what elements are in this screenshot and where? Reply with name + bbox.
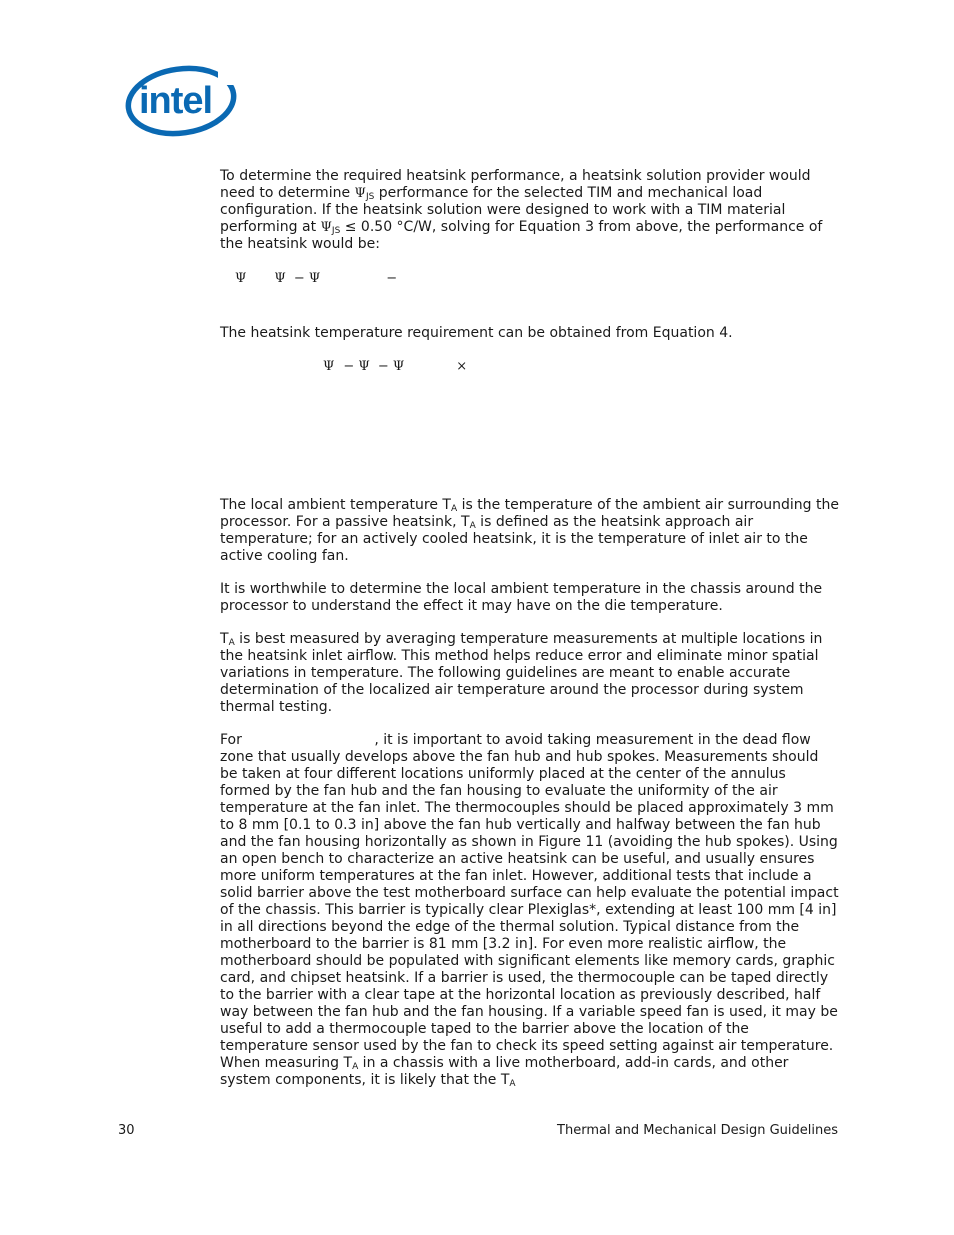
subscript: A: [228, 638, 235, 648]
subscript: A: [450, 504, 458, 514]
page-number: 30: [118, 1123, 135, 1138]
equation-symbol: Ψ: [323, 359, 335, 374]
psi-symbol: Ψ: [320, 220, 332, 235]
text-run: , it is important to avoid taking measurement in the dead flow zone that usually develops above the fan hub and hub spokes. Measurements should be taken at four different locations uniformly placed at the center of the annulus formed by the fan hub and the fan housing to evaluate the uniformity of the air temperature at the fan inlet. The thermocouples should be placed approximately 3 mm to 8 mm [0.1 to 0.3 in] above the fan hub vertically and halfway between the fan hub and the fan housing horizontally as shown in Figure 11 (avoiding the hub spokes). Using an open bench to characterize an active heatsink can be useful, and usually ensures more uniform temperatures at the fan inlet. However, additional tests that include a solid barrier above the test motherboard surface can help evaluate the potential impact of the chassis. This barrier is typically clear Plexiglas*, extending at least 100 mm [4 in] in all directions beyond the edge of the thermal solution. Typical distance from the motherboard to the barrier is 81 mm [3.2 in]. For even more realistic airflow, the motherboard should be populated with significant elements like memory cards, graphic card, and chipset heatsink. If a barrier is used, the thermocouple can be taped directly to the barrier with a clear tape at the horizontal location as previously described, half way between the fan hub and the fan housing. If a variable speed fan is used, it may be useful to add a thermocouple taped to the barrier above the location of the temperature sensor used by the fan to check its speed setting against air temperature. When measuring T: [220, 732, 839, 1071]
equation-symbol: Ψ: [274, 271, 286, 286]
psi-symbol: Ψ: [354, 186, 366, 201]
text-run: For: [220, 732, 247, 748]
equation-symbol: ×: [456, 359, 468, 374]
paragraph-ta-measurement: [220, 631, 840, 716]
equation-symbol: − Ψ: [377, 359, 405, 374]
intel-logo: [125, 63, 239, 139]
equation-symbol: Ψ: [235, 271, 247, 286]
text-run: is defined as the heatsink approach air temperature; for an actively cooled heatsink, it is the temperature of inlet air to the active cooling fan.: [220, 514, 808, 564]
paragraph-heatsink-performance: [220, 168, 840, 253]
text-run: T: [220, 631, 229, 647]
intel-logo-mark: [125, 63, 239, 139]
text-run: ≤ 0.50 °C/W, solving for Equation 3 from above, the performance of the heatsink would be:: [220, 219, 823, 252]
text-run: is the temperature of the ambient air surrounding the processor. For a passive heatsink, T: [220, 497, 839, 530]
text-run: is best measured by averaging temperature measurements at multiple locations in the heatsink inlet airflow. This method helps reduce error and eliminate minor spatial variations in temperature. The following guidelines are meant to enable accurate determination of the localized air temperature around the processor during system thermal testing.: [220, 631, 823, 715]
subscript: JS: [331, 226, 341, 236]
equation-heatsink-performance: [235, 270, 840, 287]
text-run: To determine the required heatsink performance, a heatsink solution provider would need to determine: [220, 168, 811, 201]
paragraph-worthwhile: It is worthwhile to determine the local ambient temperature in the chassis around the processor to understand the effect it may have on the die temperature.: [220, 581, 823, 614]
text-run: in a chassis with a live motherboard, add-in cards, and other system components, it is likely that the T: [220, 1055, 789, 1088]
equation-temperature-requirement: [323, 358, 840, 375]
text-run: The local ambient temperature T: [220, 497, 451, 513]
text-run: performance for the selected TIM and mechanical load configuration. If the heatsink solution were designed to work with a TIM material performing at: [220, 185, 786, 235]
intel-logo-text: intel: [139, 80, 213, 122]
paragraph-temperature-requirement: The heatsink temperature requirement can be obtained from Equation 4.: [220, 325, 733, 341]
subscript: A: [509, 1079, 516, 1089]
subscript: A: [469, 521, 476, 531]
equation-symbol: −: [386, 271, 398, 286]
page-content: [220, 168, 840, 1105]
paragraph-active-heatsink: [220, 732, 840, 1089]
paragraph-local-ambient-temperature: [220, 497, 840, 565]
subscript: JS: [365, 192, 375, 202]
equation-symbol: − Ψ: [293, 271, 321, 286]
subscript: A: [352, 1062, 359, 1072]
footer-title: Thermal and Mechanical Design Guidelines: [557, 1123, 838, 1138]
equation-symbol: − Ψ: [343, 359, 370, 374]
